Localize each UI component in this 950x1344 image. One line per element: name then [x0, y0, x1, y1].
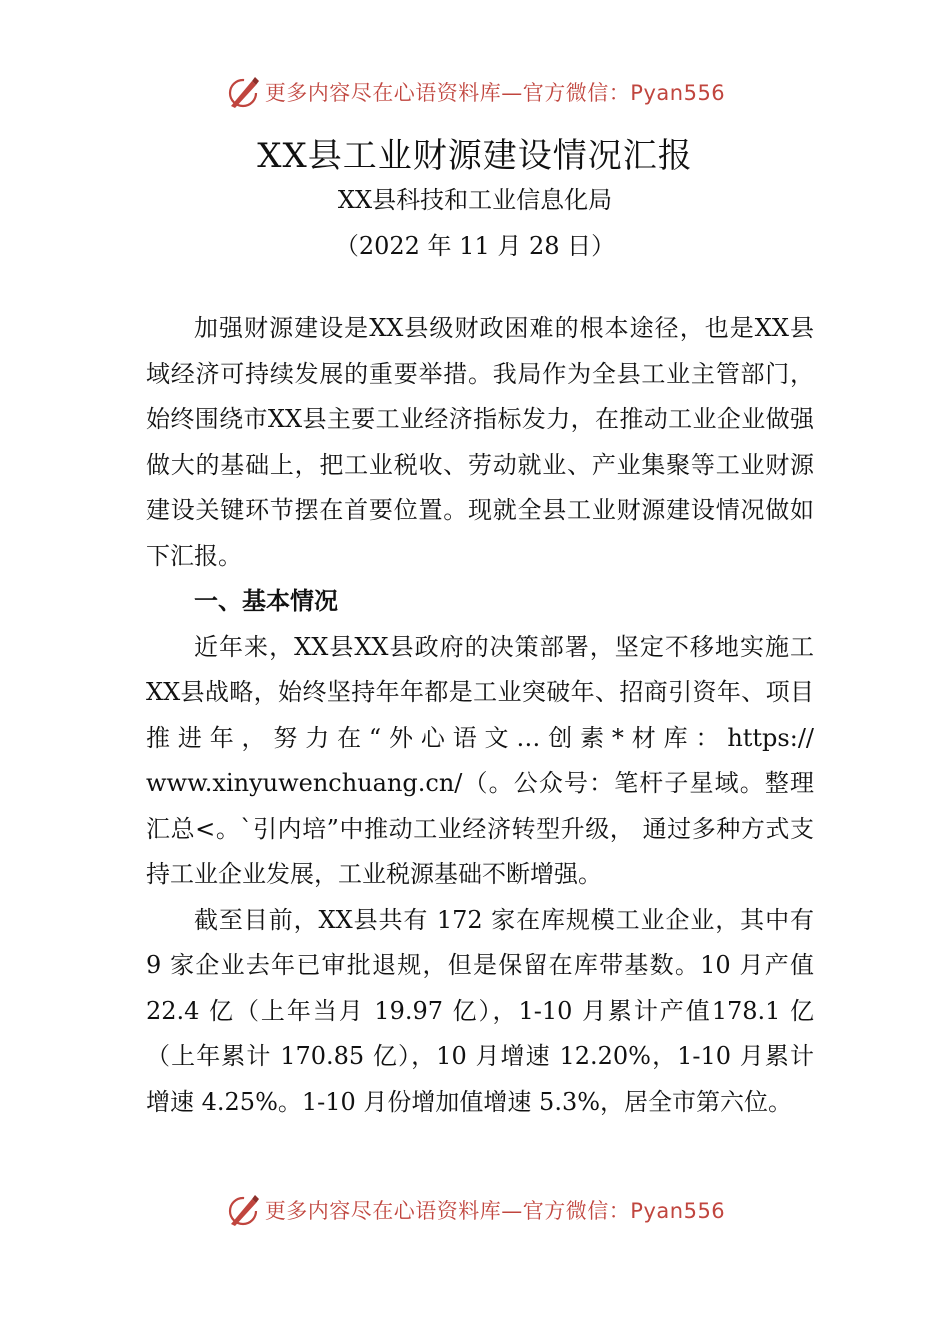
watermark-text: 更多内容尽在心语资料库—官方微信：Pyan556	[264, 1199, 726, 1223]
pen-logo-icon	[225, 74, 261, 110]
watermark-header	[0, 72, 950, 112]
paragraph-intro: 加强财源建设是XX县级财政困难的根本途径，也是XX县域经济可持续发展的重要举措。我局作为全县工业主管部门，始终围绕市XX县主要工业经济指标发力，在推动工业企业做强做大的基础上，把工业税收、劳动就业、产业集聚等工业财源建设关键环节摆在首要位置。现就全县工业财源建设情况做如下汇报。	[146, 314, 814, 570]
document-title: XX县工业财源建设情况汇报	[257, 136, 693, 176]
pen-logo-icon	[225, 1192, 261, 1228]
watermark-text: 更多内容尽在心语资料库—官方微信：Pyan556	[264, 81, 726, 105]
paragraph-statistics: 截至目前，XX县共有 172 家在库规模工业企业，其中有 9 家企业去年已审批退规，但是保留在库带基数。10 月产值 22.4 亿（上年当月 19.97 亿），1-10 月累计产值178.1 亿（上年累计 170.85 亿），10 月增速 12.20%，1-10 月累计增速 4.25%。1-10 月份增加值增速 5.3%，居全市第六位。	[146, 905, 814, 1116]
section-heading-basic: 一、基本情况	[194, 587, 338, 615]
document-body	[146, 306, 814, 1125]
document-author: XX县科技和工业信息化局	[337, 186, 613, 214]
paragraph-recent-years: 近年来，XX县XX县政府的决策部署，坚定不移地实施工XX县战略，始终坚持年年都是工业突破年、招商引资年、项目推进年，努力在“外心语文…创素*材库：https:// www.xinyuwenchuang.cn/（。公众号：笔杆子星域。整理汇总<。`引内培”中推动工业经济转型升级， 通过多种方式支持工业企业发展，工业税源基础不断增强。	[146, 632, 814, 888]
document-date: （2022 年 11 月 28 日）	[334, 232, 616, 260]
watermark-footer	[0, 1190, 950, 1230]
